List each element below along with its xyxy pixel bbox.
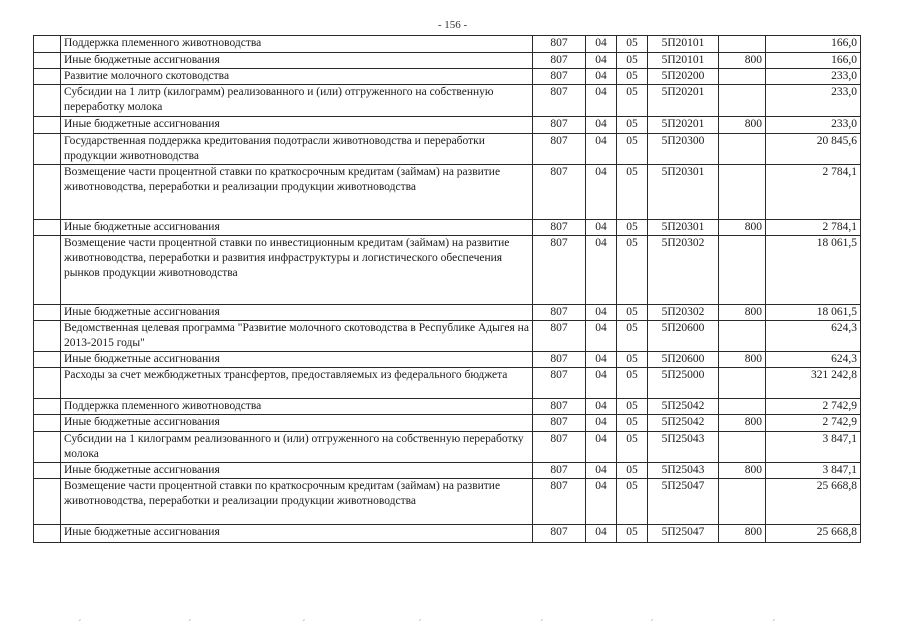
grbs-code-cell: 807 [533,165,586,220]
expense-type-code-cell [719,165,766,220]
table-row [34,36,861,53]
grbs-code-cell: 807 [533,321,586,352]
table-row [34,399,861,415]
grbs-code-cell: 807 [533,85,586,117]
subsection-code-cell: 05 [617,463,648,479]
target-article-code-cell: 5П20302 [648,305,719,321]
table-row [34,525,861,543]
expense-type-code-cell [719,368,766,399]
section-code-cell: 04 [586,36,617,53]
amount-cell: 624,3 [766,352,861,368]
scan-artifacts: ˊ ˊ ˊ ˊ ˊ ˊ ˊ [78,618,776,630]
row-number-cell [34,220,61,236]
table-row [34,368,861,399]
subsection-code-cell: 05 [617,352,648,368]
item-name-cell: Возмещение части процентной ставки по краткосрочным кредитам (займам) на развитие животноводства, переработки и реализации продукции животноводства [61,165,533,220]
expense-type-code-cell [719,36,766,53]
row-number-cell [34,321,61,352]
row-number-cell [34,85,61,117]
grbs-code-cell: 807 [533,479,586,525]
amount-cell: 2 742,9 [766,415,861,432]
row-number-cell [34,165,61,220]
table-row [34,134,861,165]
row-number-cell [34,69,61,85]
amount-cell: 166,0 [766,53,861,69]
amount-cell: 233,0 [766,117,861,134]
target-article-code-cell: 5П20201 [648,117,719,134]
budget-table-body [34,36,861,543]
row-number-cell [34,368,61,399]
table-row [34,117,861,134]
amount-cell: 18 061,5 [766,236,861,305]
subsection-code-cell: 05 [617,432,648,463]
table-row [34,236,861,305]
row-number-cell [34,305,61,321]
target-article-code-cell: 5П25000 [648,368,719,399]
row-number-cell [34,117,61,134]
subsection-code-cell: 05 [617,236,648,305]
target-article-code-cell: 5П20200 [648,69,719,85]
table-row [34,321,861,352]
item-name-cell: Иные бюджетные ассигнования [61,117,533,134]
subsection-code-cell: 05 [617,117,648,134]
amount-cell: 233,0 [766,69,861,85]
item-name-cell: Возмещение части процентной ставки по инвестиционным кредитам (займам) на развитие животноводства, переработки и развития инфраструктуры и логистического обеспечения рынков продукции животноводства [61,236,533,305]
subsection-code-cell: 05 [617,525,648,543]
amount-cell: 166,0 [766,36,861,53]
table-row [34,69,861,85]
target-article-code-cell: 5П20300 [648,134,719,165]
expense-type-code-cell: 800 [719,525,766,543]
item-name-cell: Государственная поддержка кредитования подотрасли животноводства и переработки продукции животноводства [61,134,533,165]
target-article-code-cell: 5П25043 [648,432,719,463]
subsection-code-cell: 05 [617,415,648,432]
subsection-code-cell: 05 [617,36,648,53]
row-number-cell [34,525,61,543]
row-number-cell [34,399,61,415]
grbs-code-cell: 807 [533,415,586,432]
expense-type-code-cell: 800 [719,415,766,432]
table-row [34,415,861,432]
subsection-code-cell: 05 [617,368,648,399]
section-code-cell: 04 [586,69,617,85]
section-code-cell: 04 [586,321,617,352]
table-row [34,432,861,463]
section-code-cell: 04 [586,220,617,236]
expense-type-code-cell [719,321,766,352]
amount-cell: 2 742,9 [766,399,861,415]
expense-type-code-cell: 800 [719,220,766,236]
amount-cell: 25 668,8 [766,479,861,525]
target-article-code-cell: 5П25047 [648,525,719,543]
grbs-code-cell: 807 [533,69,586,85]
table-row [34,220,861,236]
expense-type-code-cell: 800 [719,117,766,134]
grbs-code-cell: 807 [533,236,586,305]
expense-type-code-cell: 800 [719,305,766,321]
expense-type-code-cell [719,85,766,117]
target-article-code-cell: 5П20302 [648,236,719,305]
row-number-cell [34,134,61,165]
section-code-cell: 04 [586,117,617,134]
grbs-code-cell: 807 [533,352,586,368]
item-name-cell: Иные бюджетные ассигнования [61,220,533,236]
grbs-code-cell: 807 [533,432,586,463]
grbs-code-cell: 807 [533,525,586,543]
section-code-cell: 04 [586,236,617,305]
subsection-code-cell: 05 [617,134,648,165]
target-article-code-cell: 5П20201 [648,85,719,117]
expense-type-code-cell: 800 [719,463,766,479]
item-name-cell: Иные бюджетные ассигнования [61,525,533,543]
amount-cell: 25 668,8 [766,525,861,543]
item-name-cell: Ведомственная целевая программа "Развитие молочного скотоводства в Республике Адыгея на 2013-2015 годы" [61,321,533,352]
item-name-cell: Поддержка племенного животноводства [61,399,533,415]
item-name-cell: Субсидии на 1 литр (килограмм) реализованного и (или) отгруженного на собственную переработку молока [61,85,533,117]
section-code-cell: 04 [586,368,617,399]
grbs-code-cell: 807 [533,134,586,165]
grbs-code-cell: 807 [533,36,586,53]
section-code-cell: 04 [586,134,617,165]
item-name-cell: Иные бюджетные ассигнования [61,415,533,432]
section-code-cell: 04 [586,352,617,368]
item-name-cell: Иные бюджетные ассигнования [61,463,533,479]
table-row [34,352,861,368]
expense-type-code-cell [719,432,766,463]
row-number-cell [34,236,61,305]
section-code-cell: 04 [586,432,617,463]
page-number: - 156 - [437,19,468,31]
table-row [34,463,861,479]
section-code-cell: 04 [586,165,617,220]
amount-cell: 18 061,5 [766,305,861,321]
amount-cell: 2 784,1 [766,220,861,236]
target-article-code-cell: 5П20600 [648,321,719,352]
subsection-code-cell: 05 [617,321,648,352]
section-code-cell: 04 [586,479,617,525]
grbs-code-cell: 807 [533,220,586,236]
expense-type-code-cell [719,479,766,525]
subsection-code-cell: 05 [617,305,648,321]
item-name-cell: Поддержка племенного животноводства [61,36,533,53]
row-number-cell [34,463,61,479]
target-article-code-cell: 5П20101 [648,36,719,53]
grbs-code-cell: 807 [533,463,586,479]
section-code-cell: 04 [586,85,617,117]
section-code-cell: 04 [586,463,617,479]
amount-cell: 2 784,1 [766,165,861,220]
amount-cell: 624,3 [766,321,861,352]
section-code-cell: 04 [586,399,617,415]
grbs-code-cell: 807 [533,117,586,134]
amount-cell: 20 845,6 [766,134,861,165]
subsection-code-cell: 05 [617,399,648,415]
row-number-cell [34,352,61,368]
row-number-cell [34,53,61,69]
section-code-cell: 04 [586,53,617,69]
grbs-code-cell: 807 [533,305,586,321]
subsection-code-cell: 05 [617,85,648,117]
section-code-cell: 04 [586,525,617,543]
expense-type-code-cell: 800 [719,53,766,69]
item-name-cell: Иные бюджетные ассигнования [61,352,533,368]
amount-cell: 321 242,8 [766,368,861,399]
target-article-code-cell: 5П25043 [648,463,719,479]
item-name-cell: Иные бюджетные ассигнования [61,305,533,321]
grbs-code-cell: 807 [533,399,586,415]
table-row [34,165,861,220]
target-article-code-cell: 5П25042 [648,399,719,415]
subsection-code-cell: 05 [617,165,648,220]
grbs-code-cell: 807 [533,368,586,399]
expense-type-code-cell [719,134,766,165]
section-code-cell: 04 [586,305,617,321]
target-article-code-cell: 5П20301 [648,165,719,220]
item-name-cell: Иные бюджетные ассигнования [61,53,533,69]
subsection-code-cell: 05 [617,220,648,236]
subsection-code-cell: 05 [617,69,648,85]
table-row [34,479,861,525]
target-article-code-cell: 5П25042 [648,415,719,432]
table-row [34,85,861,117]
row-number-cell [34,36,61,53]
budget-table [33,35,861,543]
amount-cell: 233,0 [766,85,861,117]
target-article-code-cell: 5П20301 [648,220,719,236]
target-article-code-cell: 5П20600 [648,352,719,368]
row-number-cell [34,415,61,432]
table-row [34,53,861,69]
section-code-cell: 04 [586,415,617,432]
expense-type-code-cell [719,236,766,305]
subsection-code-cell: 05 [617,479,648,525]
expense-type-code-cell: 800 [719,352,766,368]
subsection-code-cell: 05 [617,53,648,69]
item-name-cell: Расходы за счет межбюджетных трансфертов, предоставляемых из федерального бюджета [61,368,533,399]
amount-cell: 3 847,1 [766,432,861,463]
item-name-cell: Развитие молочного скотоводства [61,69,533,85]
grbs-code-cell: 807 [533,53,586,69]
row-number-cell [34,479,61,525]
target-article-code-cell: 5П20101 [648,53,719,69]
item-name-cell: Возмещение части процентной ставки по краткосрочным кредитам (займам) на развитие животноводства, переработки и реализации продукции животноводства [61,479,533,525]
expense-type-code-cell [719,69,766,85]
target-article-code-cell: 5П25047 [648,479,719,525]
item-name-cell: Субсидии на 1 килограмм реализованного и (или) отгруженного на собственную переработку молока [61,432,533,463]
amount-cell: 3 847,1 [766,463,861,479]
expense-type-code-cell [719,399,766,415]
table-row [34,305,861,321]
row-number-cell [34,432,61,463]
